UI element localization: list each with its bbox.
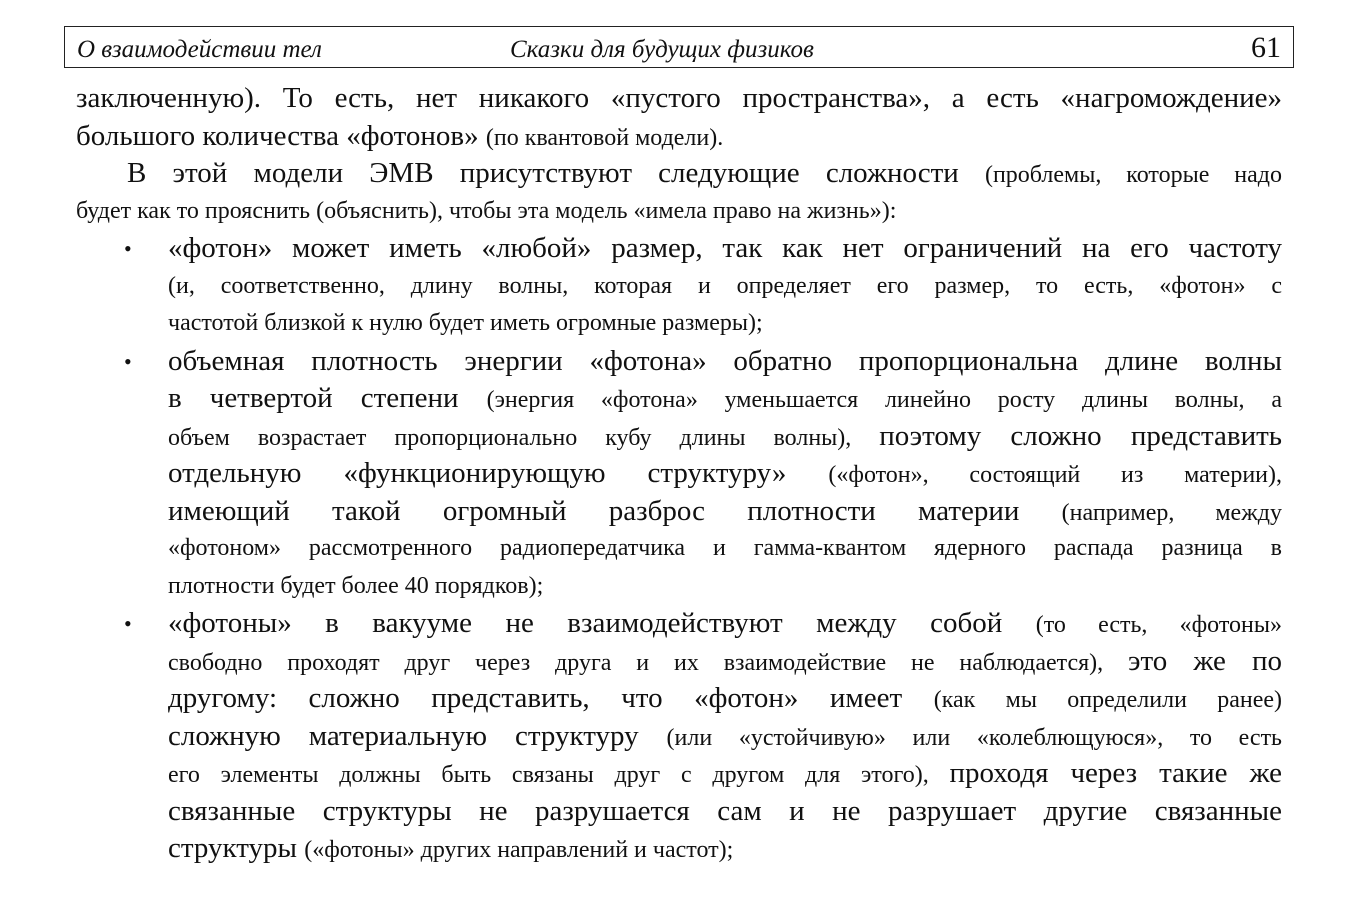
text-line xyxy=(168,305,1282,343)
text-line xyxy=(168,755,1282,793)
text-run: сложную материальную структуру xyxy=(168,719,667,752)
text-line xyxy=(168,230,1282,268)
bullet-marker: • xyxy=(124,348,132,374)
running-header xyxy=(64,26,1294,68)
text-run: проходя через такие же xyxy=(949,757,1283,789)
text-run: (или «устойчивую» или «колеблющуюся», то есть xyxy=(666,724,1282,751)
text-line xyxy=(168,568,1282,606)
text-line xyxy=(168,268,1282,306)
text-run: его элементы должны быть связаны друг с другом для этого), xyxy=(168,762,950,788)
text-line xyxy=(168,418,1282,456)
text-run: связанные структуры не разрушается сам и не разрушает другие связанные xyxy=(168,794,1282,827)
text-run: поэтому сложно представить xyxy=(879,419,1282,452)
text-run: имеющий такой огромный разброс плотности материи xyxy=(168,494,1062,527)
bullet-marker: • xyxy=(124,236,132,261)
text-run: в четвертой степени xyxy=(168,382,487,414)
text-line xyxy=(168,643,1282,681)
text-run: (например, между xyxy=(1061,499,1282,526)
text-line xyxy=(168,380,1282,418)
text-run: (и, соответственно, длину волны, которая и определяет его размер, то есть, «фотон» с xyxy=(168,272,1282,299)
text-run: объем возрастает пропорционально кубу длины волны), xyxy=(168,424,880,451)
page-body xyxy=(76,80,1282,868)
text-run: объемная плотность энергии «фотона» обратно пропорциональна длине волны xyxy=(168,344,1282,377)
text-run: отдельную «функционирующую структуру» xyxy=(168,457,829,489)
text-run: большого количества «фотонов» xyxy=(76,119,486,152)
text-line xyxy=(168,605,1282,643)
text-line xyxy=(76,118,1282,156)
text-run: другому: сложно представить, что «фотон» имеет xyxy=(168,682,934,714)
text-run: (то есть, «фотоны» xyxy=(1035,612,1282,638)
text-run: частотой близкой к нулю будет иметь огромные размеры); xyxy=(168,310,763,336)
text-line xyxy=(76,155,1282,193)
text-line xyxy=(168,493,1282,531)
text-run: структуры xyxy=(168,832,305,864)
text-line xyxy=(168,343,1282,381)
page-number: 61 xyxy=(1251,31,1281,64)
text-line xyxy=(168,718,1282,756)
header-section-title: О взаимодействии тел xyxy=(77,36,322,63)
text-line xyxy=(76,193,1282,231)
bullet-item-photon-size xyxy=(124,230,1282,343)
bullet-marker: • xyxy=(124,611,132,636)
bullet-item-photon-interaction xyxy=(124,605,1283,868)
text-run: «фотон» может иметь «любой» размер, так как нет ограничений на его частоту xyxy=(168,232,1282,264)
bullet-item-energy-density xyxy=(124,343,1283,606)
paragraph-difficulties-intro xyxy=(76,155,1282,230)
text-run: («фотоны» других направлений и частот); xyxy=(304,837,734,863)
text-line xyxy=(168,455,1282,493)
header-book-title: Сказки для будущих физиков xyxy=(510,36,814,63)
text-run: (проблемы, которые надо xyxy=(984,162,1283,188)
text-run: В этой модели ЭМВ присутствуют следующие сложности xyxy=(127,157,985,189)
text-line xyxy=(168,830,1282,868)
text-line xyxy=(168,530,1282,568)
text-line xyxy=(76,80,1282,118)
text-run: свободно проходят друг через друга и их взаимодействие не наблюдается), xyxy=(168,649,1128,676)
text-run: это же по xyxy=(1128,644,1282,677)
text-line xyxy=(168,680,1282,718)
text-run: «фотоны» в вакууме не взаимодействуют между собой xyxy=(168,607,1036,639)
text-run: заключенную). То есть, нет никакого «пустого пространства», а есть «нагромождение» xyxy=(76,82,1282,114)
text-run: «фотоном» рассмотренного радиопередатчика и гамма-квантом ядерного распада разница в xyxy=(168,535,1282,561)
text-run: (как мы определили ранее) xyxy=(933,687,1283,713)
text-line xyxy=(168,793,1282,831)
text-run: будет как то прояснить (объяснить), чтобы эта модель «имела право на жизнь»): xyxy=(76,197,897,224)
paragraph-continuation xyxy=(76,80,1282,155)
text-run: (по квантовой модели). xyxy=(485,124,724,151)
text-run: («фотон», состоящий из материи), xyxy=(828,462,1283,488)
text-run: плотности будет более 40 порядков); xyxy=(168,572,544,599)
text-run: (энергия «фотона» уменьшается линейно росту длины волны, а xyxy=(486,387,1282,413)
